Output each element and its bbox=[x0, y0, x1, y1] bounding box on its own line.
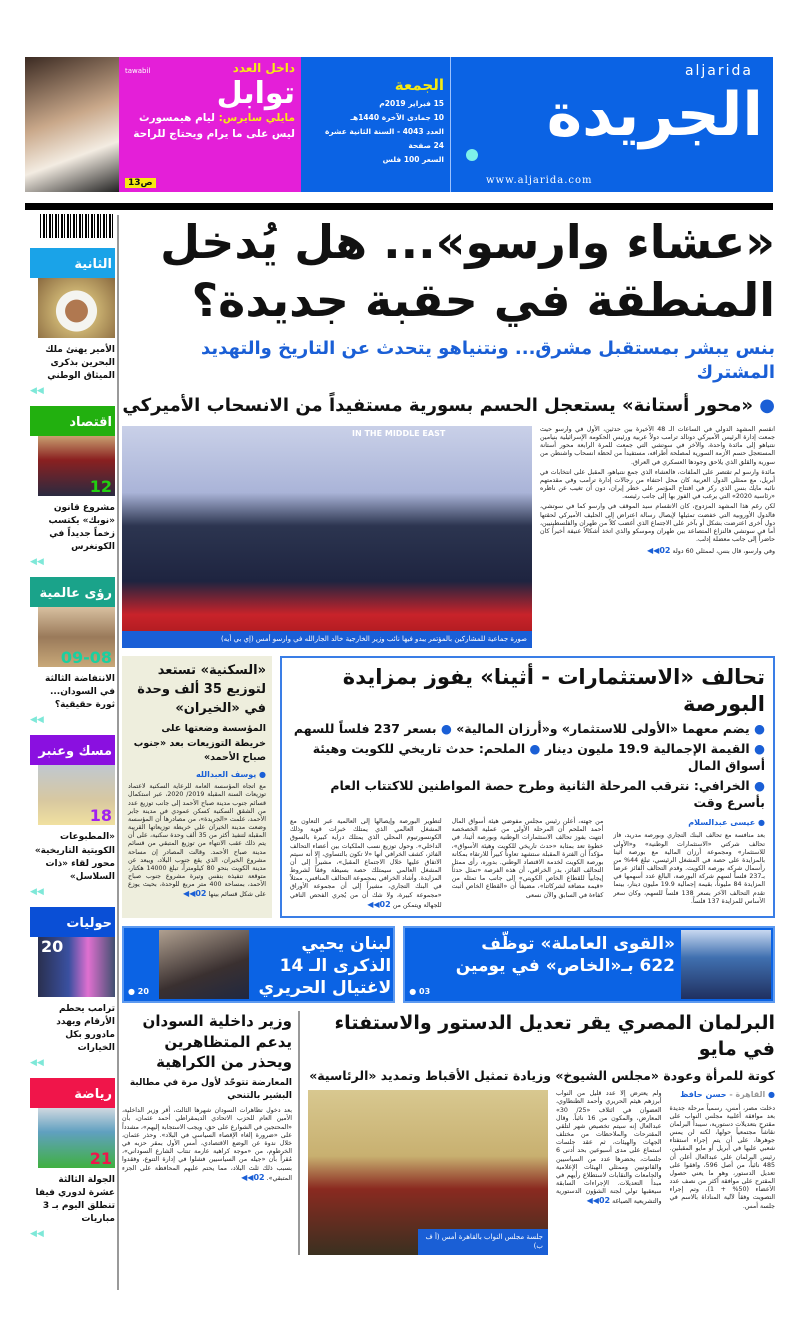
issue-number: العدد 4043 - السنة الثانية عشرة bbox=[324, 127, 444, 136]
insert-label: داخل العدد bbox=[232, 61, 295, 75]
section-header: اقتصاد bbox=[30, 406, 115, 436]
masthead-divider bbox=[25, 203, 773, 210]
section-header: رياضة bbox=[30, 1078, 115, 1108]
more-arrow-icon[interactable]: ◀◀ bbox=[30, 1057, 44, 1068]
secondary-stories-row bbox=[122, 656, 775, 918]
story-headline: وزير داخلية السودان يدعم المتظاهرين ويحذر من الكراهية bbox=[142, 1012, 292, 1071]
continued-page-link[interactable]: 02◀◀ bbox=[586, 1196, 611, 1206]
section-photo bbox=[38, 436, 115, 496]
main-article-body: انقسم المشهد الدولي في الساعات الـ 48 الأخيرة بين حدثين، الأول في وارسو حيث جمعت إدارة الرئيس الأميركي دونالد ترامب دولاً عربية ورئيس الحكومة الإسرائيلية بنيامين نتنياهو إلى مائدة واحدة، والآخر في سوتشي التي جمعت للمرة الرابعة محور أستانة المستعجل حسم الأزمة السورية لمصلحة أطرافه، مستفيداً من لحظة انسحاب واشنطن من سورية والقلق الذي يلاحق وجودها العسكري في العراق. مائدة وارسو لم تقتصر على الملفات، فالعشاء الذي جمع نتنياهو، المقبل على انتخابات في أبريل، مع ممثلي الدول العربية كان محل احتفاء من رجالات إدارة ترامب وفي مقدمتهم نائبه مايك بنس الذي ركز في افتتاح المؤتمر على خطر إيران، دون أن تغيب عن ناظره «رئاسية 2020» التي يرغب في الفوز بها إلى جانب رئيسه. لكن رغم هذا المشهد المزدوج، كان الانقسام سيد الموقف في وارسو كما في سوتشي، فالدول الأوروبية التي خفضت تمثيلها لإيصال رسالة اعتراض إلى الحليف الأميركي لحقتها دول أخرى اعترضت بشكل أو بآخر على الاجتماع الذي أغضب كلاً من طهران والفلسطينيين، أما في سوتشي فالنزاع المتصاعد بين طهران وموسكو والذي اتخذ أشكالاً عنيفة أخيراً كان حاضراً إلى جانب معضلة إدلب. وفي وارسو، قال بنس، لممثلي 60 دولة 02◀◀ bbox=[540, 425, 775, 556]
section-caption: مشروع قانون «نوبك» يكتسب زخماً جديداً في الكونغرس bbox=[48, 503, 115, 553]
insert-promo[interactable] bbox=[119, 57, 301, 192]
more-arrow-icon[interactable]: ◀◀ bbox=[30, 386, 44, 397]
masthead bbox=[25, 57, 773, 192]
sidebar-item-annals[interactable] bbox=[30, 907, 115, 1068]
issue-date-hijri: 10 جمادى الآخرة 1440هـ bbox=[350, 113, 444, 122]
main-bullet: ● «محور أستانة» يستعجل الحسم بسورية مستفيداً من الانسحاب الأميركي bbox=[122, 394, 775, 416]
story-bullets-2: ● القيمة الإجمالية 19.9 مليون دينار ● الملحم: حدث تاريخي للكويت وهيئة أسواق المال bbox=[312, 740, 765, 774]
section-photo bbox=[38, 765, 115, 825]
main-photo bbox=[122, 426, 532, 648]
insert-headline-2: ليس على ما يرام ويحتاج للراحة bbox=[133, 127, 295, 140]
section-caption: الأمير يهنئ ملك البحرين بذكرى الميثاق الوطني bbox=[45, 345, 115, 382]
stock-exchange-story[interactable] bbox=[280, 656, 775, 918]
story-column-3: لتطوير البورصة وإيصالها إلى العالمية عبر التعاون مع المشغل العالمي الذي يمتلك خبرات قوية وذلك الكونسورتيوم المحلي الذي يمتلك دراية كبيرة بالسوق الداخلي». وحول توزيع نسب الملكيات بين أعضاء التحالف الفائز، كشف الخرافي أنها «لا تكون بالتساوي، إلا أنه سيتم الاتفاق عليها خلال الاجتماع المقبل»، مشيراً إلى أن المشغل العالمي سيمتلك حصة بسيطة وفقاً لشروط المزايدة. وأشاد الخرافي بمجموعة التحالف المنافس، ممثلاً في البنك التجاري، مشيراً إلى أن مجموعة الأوراق «مجموعة كبيرة، ولا شك أن من يُجري الفحص النافي للجهالة ويتمكن من 02◀◀ bbox=[289, 817, 442, 909]
byline: ● يوسف العبدالله bbox=[196, 770, 266, 780]
main-headline[interactable]: «عشاء وارسو»... هل يُدخل المنطقة في حقبة جديدة؟ bbox=[160, 215, 775, 327]
photo-banner: IN THE MIDDLE EAST bbox=[352, 428, 446, 438]
barcode bbox=[40, 214, 115, 238]
insert-headline-1: مايلي سايرس: ليام هيمسورث bbox=[138, 112, 295, 124]
promo-photo bbox=[681, 930, 771, 999]
parliament-photo bbox=[308, 1090, 548, 1255]
sidebar-item-world-views[interactable] bbox=[30, 577, 115, 725]
section-header: مسك وعنبر bbox=[30, 735, 115, 765]
story-body: مع اتجاه المؤسسة العامة للرعاية السكنية لاعتماد توزيعات السنة المقبلة 2019/ 2020، عبر استكمال قسائم جنوب مدينة صباح الأحمد إلى جانب توزيع عدد من الشقق السكنية كسكن عمودي في مدينة جابر الأحمد، علمت «الجريدة»، من مصادرها أن المؤسسة وضعت مدينة الخيران على خريطة توزيعاتها القريبة المقبلة لتنفيذ أكثر من 35 ألف وحدة سكنية، على أن يتم ذلك عقب الانتهاء من توزيع المتبقي من قسائم مدينة صباح الأحمد. وقالت المصادر إن مساحة مشروع الخيران، الذي يقع جنوب البلاد، ويبعد عن مدينة الكويت بنحو 80 كيلومتراً، تبلغ 14000 هكتار، متوقعة تنفيذه بنفس وتيرة مشروع جنوب صباح الأحمد، بمساحة 400 متر مربع للوحدة، بحيث يوزع على شكل قسائم بينها 02◀◀ bbox=[128, 783, 267, 899]
story-body: بعد دخول تظاهرات السودان شهرها الثالث، أقر وزير الداخلية، الأمين العام للحزب الاتحادي الديمقراطي أحمد عثمان، بأن «المحتجين في الشوارع على حق، ويجب الاستجابة إليهم»، مشدداً على «ضرورة إلغاء الإقصاء السياسي في البلاد». وحذر عثمان، خلال ندوة عن الوضع الاقتصادي، أمس الأول بمقر حزبه في الخرطوم، من «موجة كراهية عارمة تنتاب الشارع السوداني»، مُقراً بأن «جيله من السياسيين فشلوا في إدارة التنوع، وفقدوا بسبب ذلك ثلث البلاد، مما يحتم عليهم المحافظة على الجزء المتبقي». 02◀◀ bbox=[122, 1107, 292, 1182]
promo-photo bbox=[159, 930, 249, 999]
sidebar-item-second[interactable] bbox=[30, 248, 115, 396]
sidebar-item-economy[interactable] bbox=[30, 406, 115, 567]
story-subheadline: المعارضة تتوحّد لأول مرة في مطالبة البشير بالتنحي bbox=[129, 1078, 292, 1101]
section-page: 21 bbox=[89, 1148, 112, 1168]
masthead-logo-panel bbox=[301, 57, 773, 192]
story-headline: تحالف «الاستثمارات - أثينا» يفوز بمزايدة البورصة bbox=[342, 664, 765, 717]
section-caption: الانتفاضة الثالثة في السودان... ثورة حقيقية؟ bbox=[44, 674, 115, 711]
logo-latin: aljarida bbox=[684, 63, 753, 79]
section-header: رؤى عالمية bbox=[30, 577, 115, 607]
more-arrow-icon[interactable]: ◀◀ bbox=[30, 1229, 44, 1240]
sidebar-item-sports[interactable] bbox=[30, 1078, 115, 1239]
promo-page: ● 03 bbox=[409, 987, 431, 997]
section-caption: الجولة الثالثة عشرة لدوري فيفا تنطلق اليوم بـ 3 مباريات bbox=[35, 1174, 115, 1224]
continued-page-link[interactable]: 02◀◀ bbox=[647, 546, 671, 556]
section-caption: ترامب يحطم الأرقام ويهدد مادورو بكل الخيارات bbox=[56, 1003, 115, 1053]
promo-lebanon[interactable] bbox=[122, 926, 395, 1003]
more-arrow-icon[interactable]: ◀◀ bbox=[30, 886, 44, 897]
issue-info bbox=[321, 57, 451, 192]
issue-date-gregorian: 15 فبراير 2019م bbox=[379, 99, 444, 108]
promo-row bbox=[122, 926, 775, 1003]
bottom-stories-row bbox=[122, 1011, 775, 1255]
promo-headline: لبنان يحيي الذكرى الـ 14 لاغتيال الحريري bbox=[258, 934, 392, 999]
logo-dot-icon bbox=[466, 149, 478, 161]
section-page: 18 bbox=[89, 806, 112, 826]
story-column-1: ● القاهرة - حسن حافظ دخلت مصر، أمس، رسمياً مرحلة جديدة بعد موافقة أغلبية مجلس النواب على مقترح بتعديلات دستورية، سيبدأ البرلمان نقاشاً مجتمعياً حولها، لكنه لن يمس جوهرها، على أن يتم إجراء استفتاء شعبي عليها في أبريل أو مايو المقبلين. رئيس البرلمان علي عبدالعال أعلن أن 485 نائباً، من أصل 596، وافقوا على تعديل الدستور، وهو ما يعني حصول المقترح على موافقة أكثر من نصف عدد الأعضاء (50% + 1)، وتم إجراء التصويت وفقاً لآلية المناداة بالاسم في جلسة أمس. bbox=[669, 1090, 775, 1210]
section-photo bbox=[38, 278, 115, 338]
issue-price: السعر 100 فلس bbox=[382, 155, 444, 164]
column-divider bbox=[117, 215, 119, 1290]
photo-caption: صورة جماعية للمشاركين بالمؤتمر يبدو فيها نائب وزير الخارجية خالد الجارالله في وارسو أمس (إي بي أيه) bbox=[122, 631, 532, 648]
story-headline: «السكنية» تستعد لتوزيع 35 ألف وحدة في «الخيران» bbox=[137, 662, 266, 716]
more-arrow-icon[interactable]: ◀◀ bbox=[30, 715, 44, 726]
story-column-1: ● عيسى عبدالسلام بعد منافسة مع تحالف البنك التجاري وبورصة مدريد، فاز تحالف شركتي «الاستثمارات الوطنية» و«الأولى للاستثمار» ومجموعة أرزان المالية مع بورصة أثينا بالمزايدة على حصة في المشغل الرئيسي، تبلغ 44% من رأسمال شركة بورصة الكويت. وقدم التحالف الفائز عرضاً بـ237 فلساً لسهم شركة البورصة، البالغ عدد أسهمها في المزايدة 84 مليوناً، بقيمة إجمالية 19.9 مليون دينار، بينما تقدم التحالف الآخر بسعر 138 فلساً للسهم، وكان سعر الأساس للمزايدة 137 فلساً. bbox=[613, 817, 765, 905]
main-story-row bbox=[122, 426, 775, 648]
bullet-icon: ● bbox=[759, 394, 775, 416]
continued-page-link[interactable]: 02◀◀ bbox=[367, 899, 391, 909]
sudan-story[interactable] bbox=[122, 1011, 300, 1255]
story-column-2: ولم يعترض إلا عدد قليل من النواب أبرزهم هيثم الحريري وأحمد الطنطاوي، العضوان في ائتلاف «25/ 30» المعارض، والمكون من 16 نائباً. وقال عبدالعال إنه سيتم تخصيص شهر لتلقي المقترحات والملاحظات من مختلف الجهات والهيئات، ثم عقد جلسات استماع على مدى أسبوعين بحد أدنى 6 جلسات، يحضرها عدد من السياسيين والقانونيين وممثلي الهيئات الإعلامية والجامعات والنقابات لاستطلاع رأيهم في مبدأ التعديلات. الإجراءات السابقة سيعقبها تولي لجنة الشؤون الدستورية والتشريعية الصياغة 02◀◀ bbox=[556, 1090, 662, 1206]
sidebar-item-misk-anbar[interactable] bbox=[30, 735, 115, 896]
promo-headline: «القوى العاملة» توظّف 622 بـ«الخاص» في يومين bbox=[455, 934, 675, 977]
story-bullets-1: ● يضم معهما «الأولى للاستثمار» و«أرزان المالية» ● بسعر 237 فلساً للسهم bbox=[293, 721, 765, 737]
website-url[interactable]: www.aljarida.com bbox=[486, 175, 593, 186]
story-headline: البرلمان المصري يقر تعديل الدستور والاستفتاء في مايو bbox=[334, 1012, 775, 1061]
story-subheadline: كوتة للمرأة وعودة «مجلس الشيوخ» وزيادة تمثيل الأقباط وتمديد «الرئاسية» bbox=[309, 1067, 775, 1083]
newspaper-logo: الجريدة bbox=[546, 80, 763, 150]
story-subheadline: المؤسسة وضعتها على خريطة التوزيعات بعد «جنوب صباح الأحمد» bbox=[133, 723, 266, 763]
continued-page-link[interactable]: 02◀◀ bbox=[183, 889, 207, 899]
section-page: 12 bbox=[89, 477, 112, 497]
story-column-2: من جهته، أعلن رئيس مجلس مفوضي هيئة أسواق المال أحمد الملحم أن المرحلة الأولى من عملية الخصخصة انتهت بفوز تحالف الاستثمارات الوطنية وبورصة أثينا، في خطوة تعد بمثابة «حدث تاريخي للكويت وهيئة الأسواق»، مؤكداً أن الفترة المقبلة ستشهد تعاوناً كبيراً للارتقاء بمكانة بورصة الكويت لخدمة الاقتصاد الوطني. بدوره، رأى ممثل التحالف الفائز، بدر الخرافي، أن هذه الفرصة «تمثل حدثاً إيجابياً للقطاع الخاص الكويتي» إلى جانب ما تمثله من «قيمة مضافة لشركاتنا»، مضيفاً أن «القطاع الخاص أثبت كفاءة في السابق والآن نسعى bbox=[451, 817, 604, 899]
section-header: حوليات bbox=[30, 907, 115, 937]
issue-day: الجمعة bbox=[394, 76, 444, 94]
section-page: 20 bbox=[41, 936, 64, 956]
photo-caption: جلسة مجلس النواب بالقاهرة أمس (أ ف ب) bbox=[418, 1229, 548, 1255]
section-page: 09-08 bbox=[60, 648, 112, 668]
sidebar bbox=[30, 214, 115, 1239]
continued-page-link[interactable]: 02◀◀ bbox=[241, 1172, 265, 1182]
section-photo bbox=[38, 607, 115, 667]
section-photo bbox=[38, 937, 115, 997]
more-arrow-icon[interactable]: ◀◀ bbox=[30, 557, 44, 568]
promo-page: ● 20 bbox=[128, 987, 149, 997]
insert-brand-latin: tawabil bbox=[125, 67, 151, 75]
story-bullets-3: ● الخرافي: نترقب المرحلة الثانية وطرح حصة المواطنين للاكتتاب العام بأسرع وقت bbox=[330, 777, 765, 811]
housing-story[interactable] bbox=[122, 656, 272, 918]
promo-manpower[interactable] bbox=[403, 926, 775, 1003]
egypt-story[interactable] bbox=[308, 1011, 775, 1255]
section-photo bbox=[38, 1108, 115, 1168]
insert-brand: توابل bbox=[216, 76, 295, 111]
section-caption: «المطبوعات الكويتية التاريخية» محور لقاء «ذات السلاسل» bbox=[34, 832, 115, 882]
main-column bbox=[122, 214, 775, 1255]
insert-photo bbox=[25, 57, 119, 192]
issue-pages: 24 صفحة bbox=[408, 141, 444, 150]
main-subheadline: بنس يبشر بمستقبل مشرق... ونتنياهو يتحدث عن التاريخ والتهديد المشترك bbox=[200, 338, 775, 384]
insert-page: ص13 bbox=[125, 178, 156, 188]
section-header: الثانية bbox=[30, 248, 115, 278]
